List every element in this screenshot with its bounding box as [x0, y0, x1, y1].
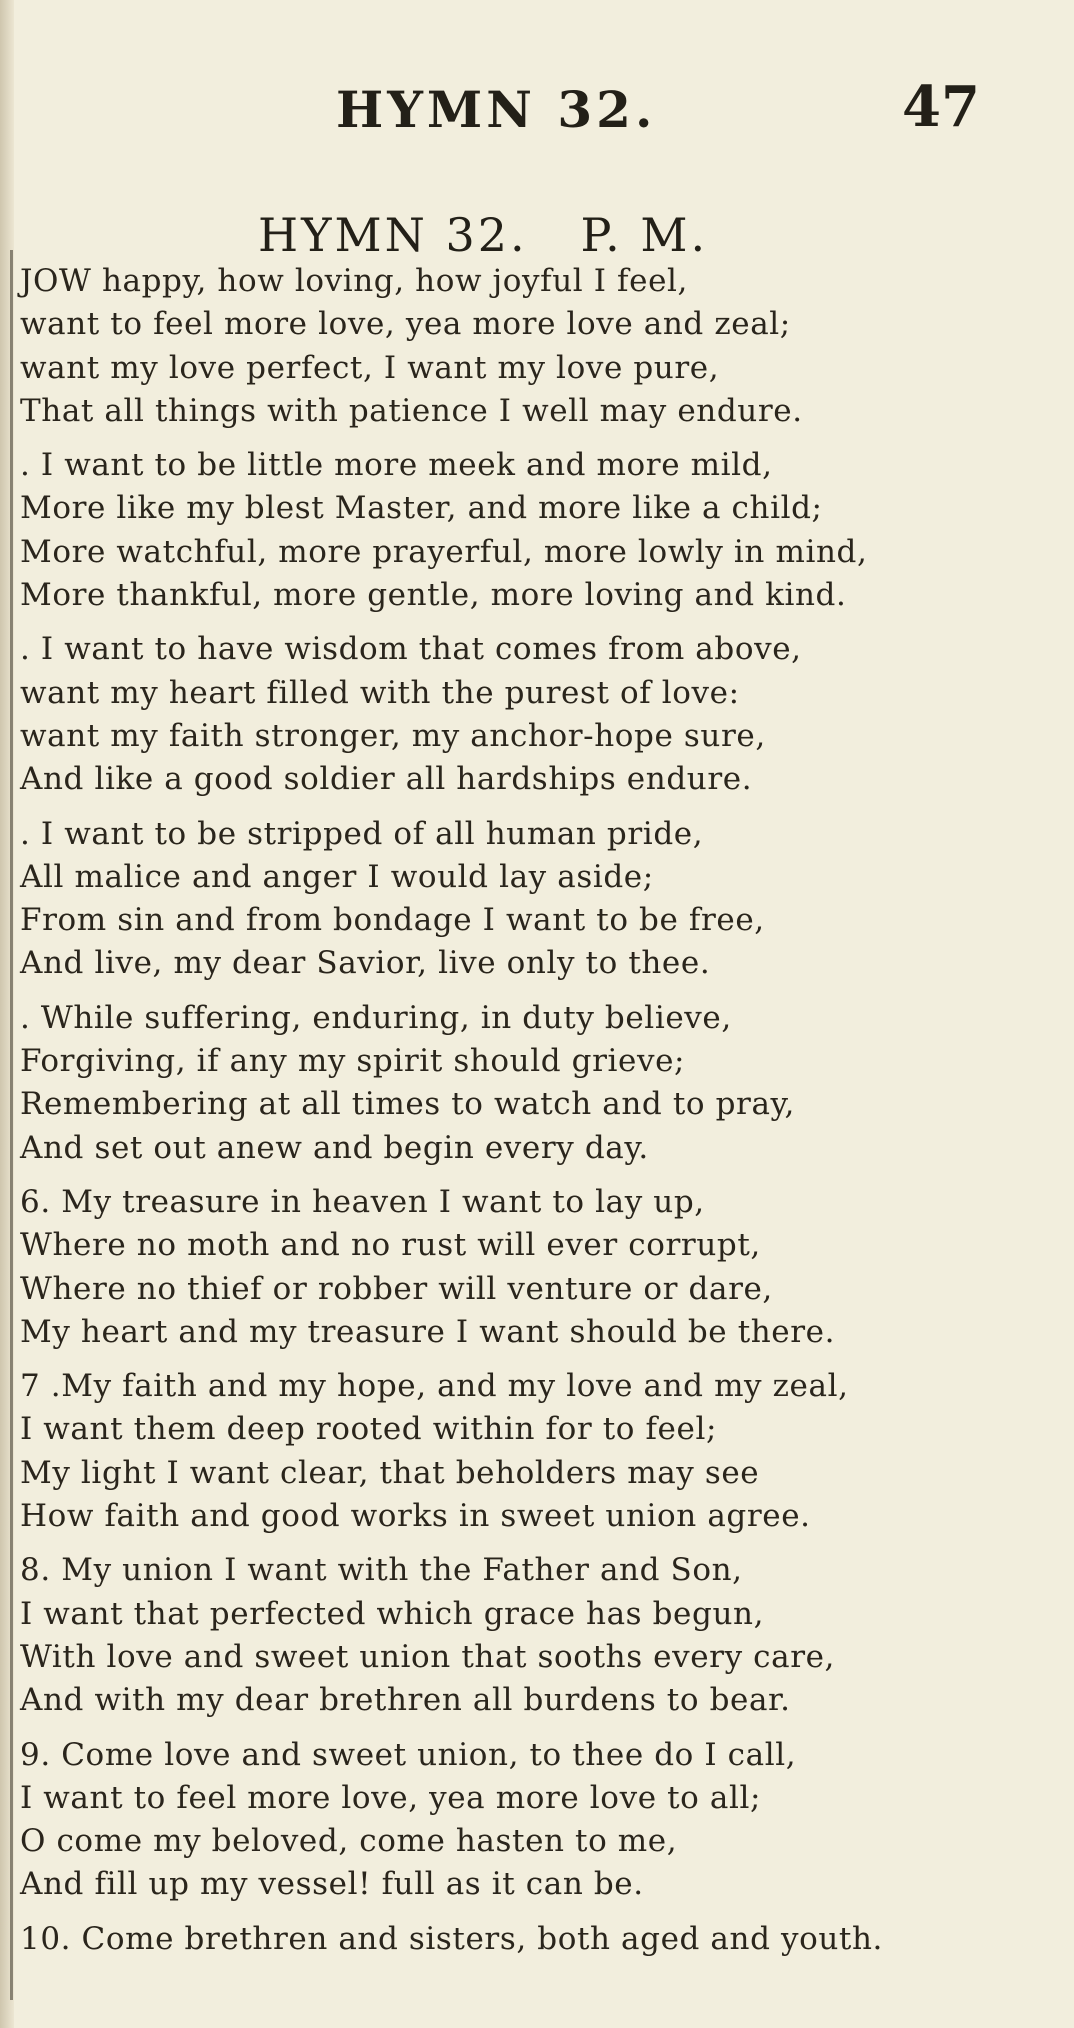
verse-line: And like a good soldier all hardships endure. [20, 761, 753, 798]
page-number: 47 [902, 74, 980, 140]
verse-line: 7 .My faith and my hope, and my love and my zeal, [20, 1368, 849, 1405]
verse-line: . I want to have wisdom that comes from above, [20, 631, 802, 668]
verse-line: O come my beloved, come hasten to me, [20, 1823, 678, 1860]
verse-line: Forgiving, if any my spirit should grieve; [20, 1043, 686, 1080]
verse-line: More like my blest Master, and more like a child; [20, 490, 823, 527]
verse-line: 6. My treasure in heaven I want to lay up, [20, 1183, 705, 1220]
verse-line: All malice and anger I would lay aside; [20, 858, 654, 895]
hymn-title: HYMN 32. P. M. [258, 208, 709, 262]
running-head [0, 70, 1074, 140]
verse-4 [20, 813, 1060, 986]
running-title: HYMN 32. [336, 80, 657, 139]
verse-line: How faith and good works in sweet union agree. [20, 1498, 811, 1535]
verse-line: And live, my dear Savior, live only to thee. [20, 945, 711, 982]
verse-line: More watchful, more prayerful, more lowly in mind, [20, 533, 868, 570]
verse-line: I want that perfected which grace has begun, [20, 1595, 765, 1632]
verse-3 [20, 628, 1060, 801]
binding-line [10, 250, 13, 2000]
verse-line: My heart and my treasure I want should be there. [20, 1313, 836, 1350]
verse-line: That all things with patience I well may endure. [20, 392, 803, 429]
verse-2 [20, 444, 1060, 617]
verse-8 [20, 1549, 1060, 1722]
verse-line: want my love perfect, I want my love pure, [20, 349, 720, 386]
verse-line: And set out anew and begin every day. [20, 1129, 649, 1166]
verse-line: Where no thief or robber will venture or dare, [20, 1270, 773, 1307]
verse-10 [20, 1918, 1060, 1961]
verse-6 [20, 1181, 1060, 1354]
verse-line: Remembering at all times to watch and to pray, [20, 1086, 795, 1123]
verse-line: 10. Come brethren and sisters, both aged and youth. [20, 1920, 883, 1957]
verse-line: And with my dear brethren all burdens to bear. [20, 1682, 791, 1719]
verse-line: . I want to be little more meek and more mild, [20, 447, 773, 484]
verse-line: . I want to be stripped of all human pride, [20, 815, 704, 852]
verse-9 [20, 1734, 1060, 1907]
verse-line: . While suffering, enduring, in duty believe, [20, 999, 732, 1036]
verse-line: With love and sweet union that sooths every care, [20, 1638, 836, 1675]
verse-7 [20, 1365, 1060, 1538]
verse-line: want my heart filled with the purest of love: [20, 674, 740, 711]
verse-line: My light I want clear, that beholders may see [20, 1454, 760, 1491]
verse-line: And fill up my vessel! full as it can be. [20, 1866, 644, 1903]
verse-line: Where no moth and no rust will ever corrupt, [20, 1227, 761, 1264]
verse-line: 9. Come love and sweet union, to thee do I call, [20, 1736, 797, 1773]
verse-line: JOW happy, how loving, how joyful I feel, [20, 263, 688, 299]
verse-5 [20, 997, 1060, 1170]
verse-line: I want to feel more love, yea more love to all; [20, 1779, 762, 1816]
verse-line: I want them deep rooted within for to feel; [20, 1411, 718, 1448]
hymn-verses [20, 260, 1060, 1961]
verse-line: want my faith stronger, my anchor-hope sure, [20, 717, 766, 754]
verse-1 [20, 260, 1060, 433]
verse-line: More thankful, more gentle, more loving and kind. [20, 577, 847, 614]
verse-line: From sin and from bondage I want to be free, [20, 902, 765, 939]
verse-line: want to feel more love, yea more love and zeal; [20, 306, 791, 343]
verse-line: 8. My union I want with the Father and Son, [20, 1552, 743, 1589]
